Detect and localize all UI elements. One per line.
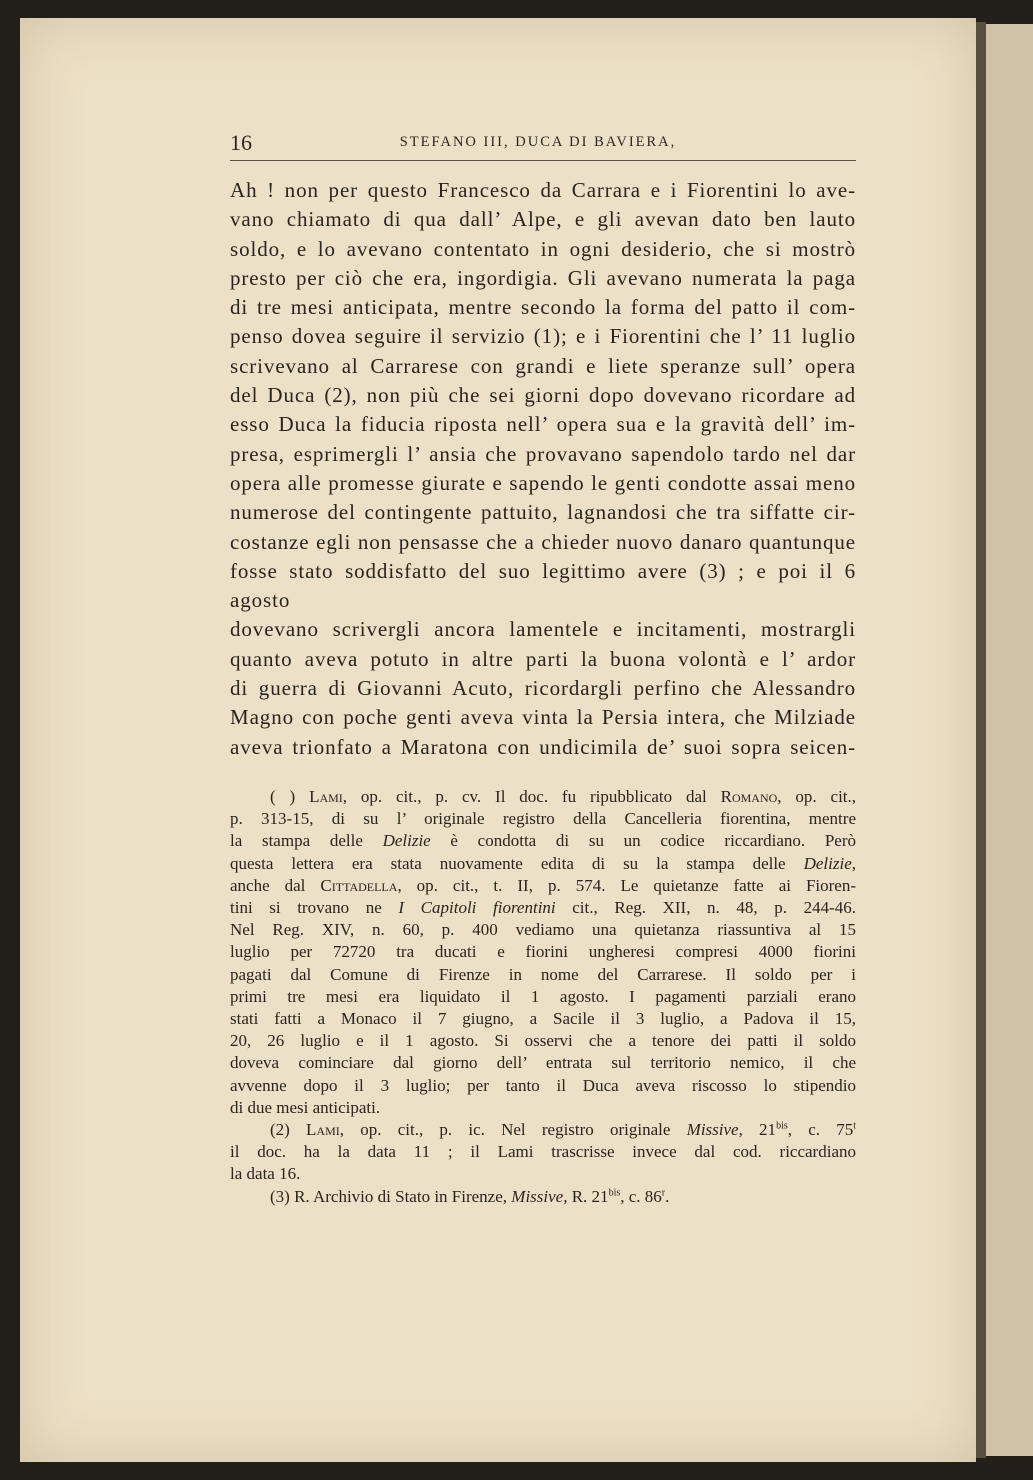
footnote-1-line: 20, 26 luglio e il 1 agosto. Si osservi che a tenore dei patti il soldo (230, 1031, 856, 1051)
footnote-1-line: luglio per 72720 tra ducati e fiorini ungheresi compresi 4000 fiorini (230, 942, 856, 962)
facing-page-edge (986, 24, 1033, 1456)
text-line: presto per ciò che era, ingordigia. Gli avevano numerata la paga (230, 265, 856, 290)
footnote-1-line: anche dal Cittadella, op. cit., t. II, p. 574. Le quietanze fatte ai Fioren- (230, 875, 857, 895)
text-line: esso Duca la fiducia riposta nell’ opera sua e la gravità dell’ im- (230, 412, 856, 437)
text-line: costanze egli non pensasse che a chieder nuovo danaro quantunque (230, 529, 856, 554)
header-rule (230, 160, 856, 161)
text-line: di tre mesi anticipata, mentre secondo la forma del patto il com- (230, 295, 856, 320)
footnote-1-line: stati fatti a Monaco il 7 giugno, a Sacile il 3 luglio, a Padova il 15, (230, 1009, 856, 1029)
text-line: fosse stato soddisfatto del suo legittimo avere (3) ; e poi il 6 agosto (230, 558, 856, 613)
page-number: 16 (230, 130, 252, 155)
footnote-1-line: tini si trovano ne I Capitoli fiorentini cit., Reg. XII, n. 48, p. 244-46. (230, 898, 857, 918)
text-line: aveva trionfato a Maratona con undicimila de’ suoi sopra seicen- (230, 734, 856, 759)
text-line: numerose del contingente pattuito, lagnandosi che tra siffatte cir- (230, 500, 856, 525)
footnote-1-line: avvenne dopo il 3 luglio; per tanto il Duca aveva riscosso lo stipendio (230, 1075, 856, 1095)
footnotes (230, 786, 856, 1208)
text-line: dovevano scrivergli ancora lamentele e incitamenti, mostrargli (230, 617, 856, 642)
text-line: opera alle promesse giurate e sapendo le genti condotte assai meno (230, 470, 856, 495)
text-line: quanto aveva potuto in altre parti la buona volontà e l’ ardor (230, 646, 856, 671)
footnote-1-line: la stampa delle Delizie è condotta di su un codice riccardiano. Però (230, 831, 856, 851)
text-line: penso dovea seguire il servizio (1); e i Fiorentini che l’ 11 luglio (230, 324, 856, 349)
main-text (230, 176, 856, 762)
text-line: Ah ! non per questo Francesco da Carrara e i Fiorentini lo ave- (230, 178, 856, 202)
gutter-shadow (976, 22, 986, 1458)
text-line: del Duca (2), non più che sei giorni dopo dovevano ricordare ad (230, 383, 856, 408)
footnote-1-line: di due mesi anticipati. (230, 1097, 381, 1117)
footnote-1-line: questa lettera era stata nuovamente edita di su la stampa delle Delizie, (230, 853, 856, 873)
text-line: presa, esprimergli l’ ansia che provavano sapendolo tardo nel dar (230, 441, 856, 466)
footnote-2-line: il doc. ha la data 11 ; il Lami trascrisse invece dal cod. riccardiano (230, 1142, 856, 1162)
footnote-1-line: p. 313-15, di su l’ originale registro della Cancelleria fiorentina, mentre (230, 809, 856, 829)
footnote-2-line: la data 16. (230, 1164, 301, 1184)
text-line: Magno con poche genti aveva vinta la Persia intera, che Milziade (230, 705, 856, 730)
text-line: soldo, e lo avevano contentato in ogni desiderio, che si mostrò (230, 236, 856, 261)
footnote-1-line: ( ) Lami, op. cit., p. cv. Il doc. fu ripubblicato dal Romano, op. cit., (270, 787, 857, 806)
footnote-1-line: pagati dal Comune di Firenze in nome del Carrarese. Il soldo per i (230, 964, 856, 984)
footnote-1-line: Nel Reg. XIV, n. 60, p. 400 vediamo una quietanza riassuntiva al 15 (230, 920, 856, 940)
text-line: scrivevano al Carrarese con grandi e liete speranze sull’ opera (230, 353, 856, 378)
text-line: di guerra di Giovanni Acuto, ricordargli perfino che Alessandro (230, 676, 856, 701)
page-header (230, 130, 856, 162)
footnote-3-line: (3) R. Archivio di Stato in Firenze, Missive, R. $21^{bis}$, c. 86$^r$. (270, 1186, 670, 1206)
running-title: STEFANO III, DUCA DI BAVIERA, (399, 134, 677, 150)
text-line: vano chiamato di qua dall’ Alpe, e gli avevan dato ben lauto (230, 207, 856, 232)
footnote-1-line: doveva cominciare dal giorno dell’ entrata sul territorio nemico, il che (230, 1053, 856, 1073)
footnote-2-line: (2) Lami, op. cit., p. ic. Nel registro originale Missive, $21^{bis}$, c. 75$^t$ (270, 1120, 856, 1140)
footnote-1-line: primi tre mesi era liquidato il 1 agosto. I pagamenti parziali erano (230, 986, 856, 1006)
